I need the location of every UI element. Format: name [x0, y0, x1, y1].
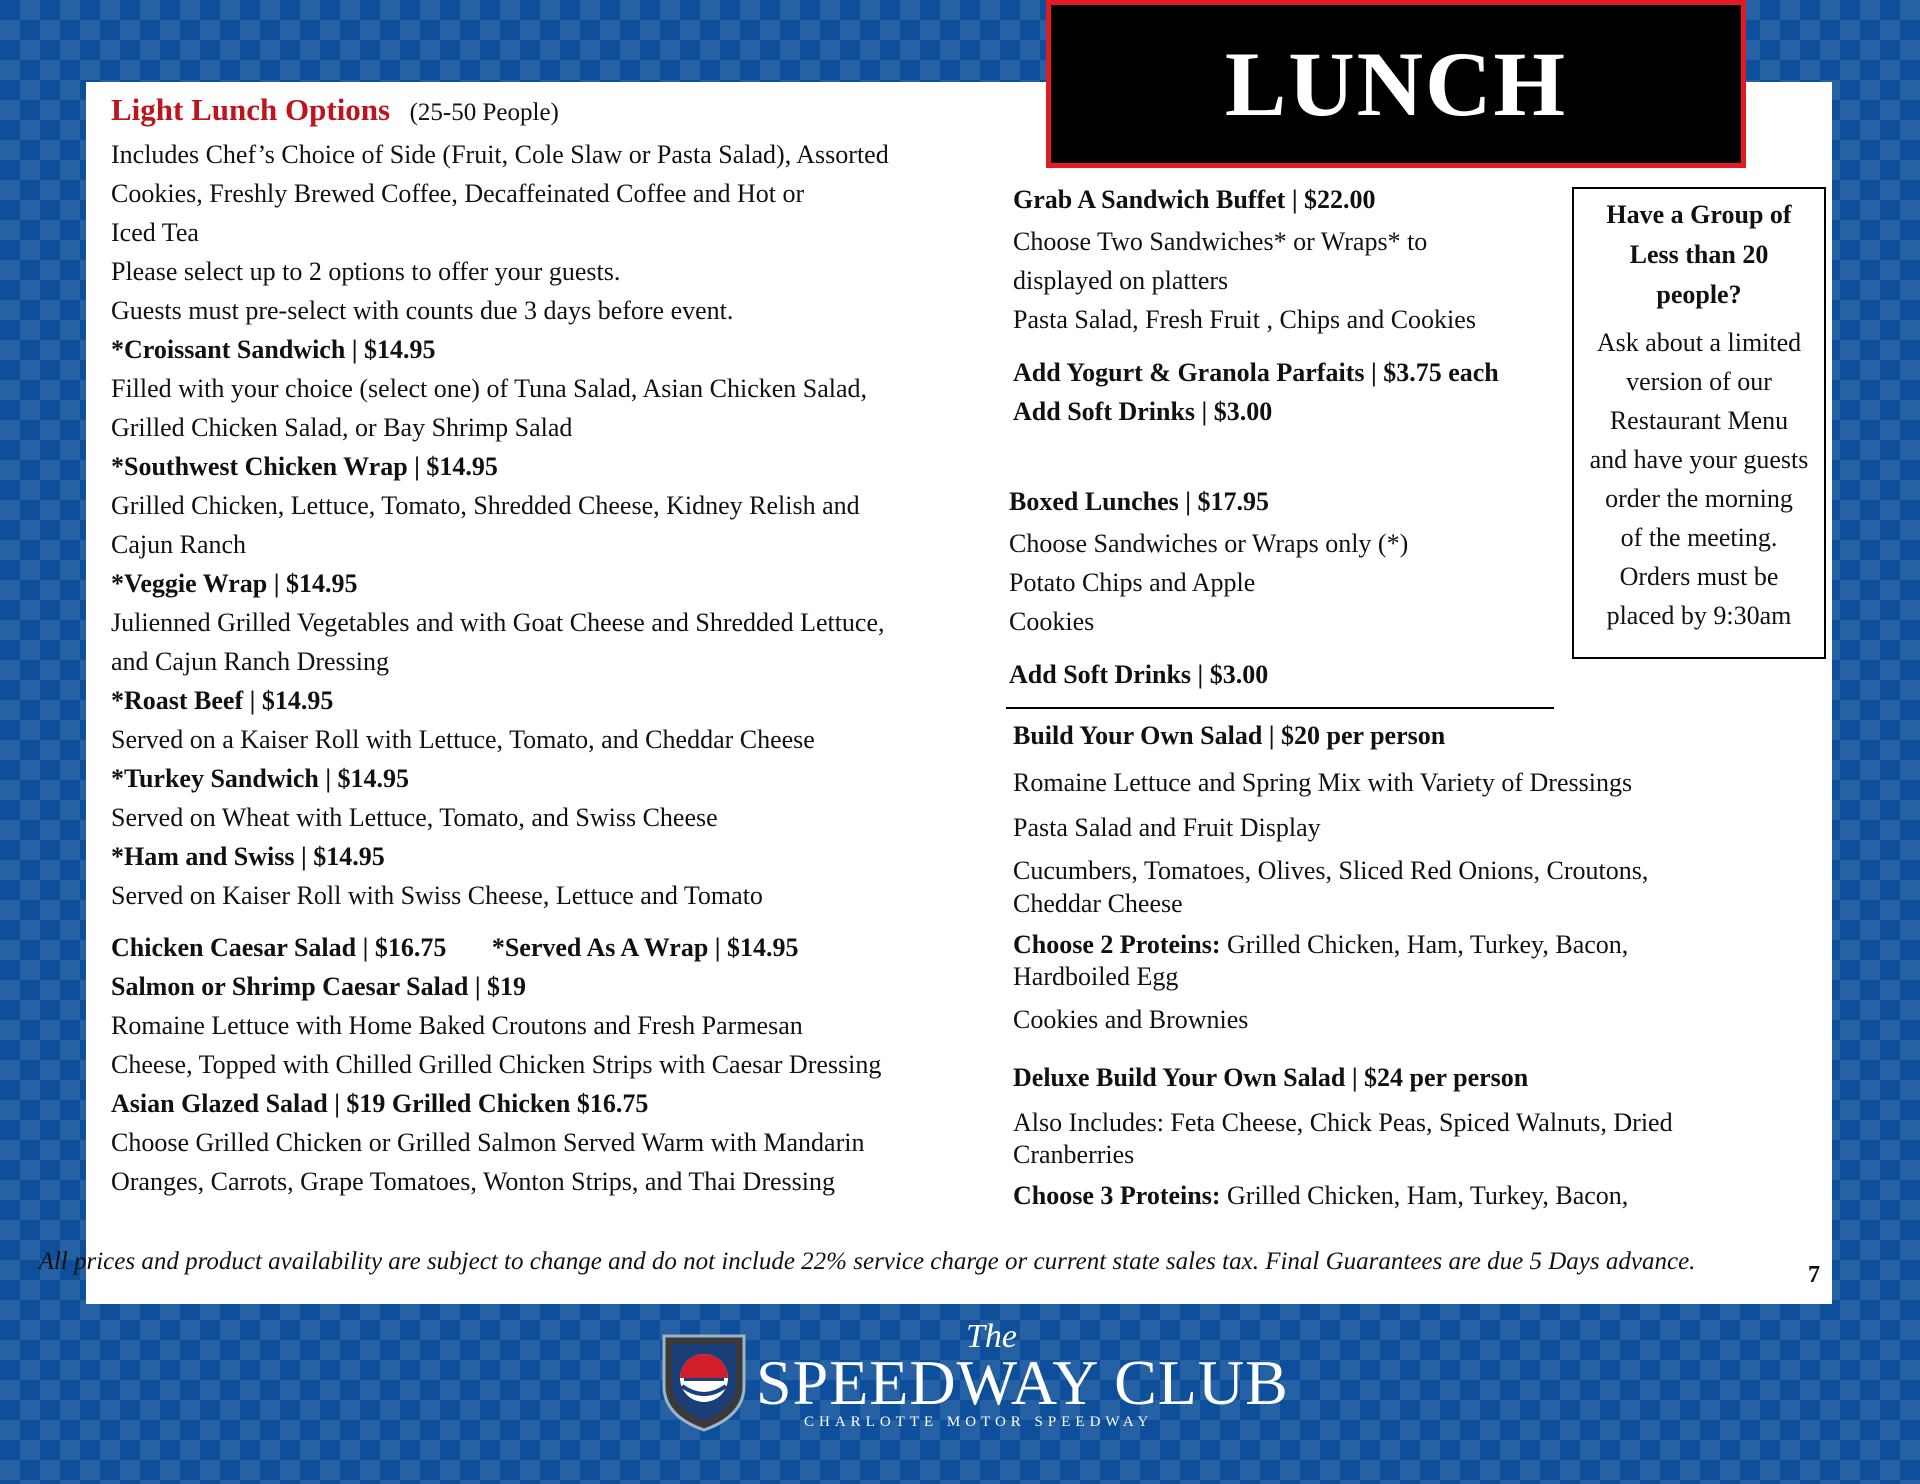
callout-body-line: and have your guests — [1589, 445, 1809, 474]
callout-body-line: Ask about a limited — [1596, 328, 1802, 357]
menu-item-desc: Choose Grilled Chicken or Grilled Salmon Served Warm with Mandarin — [111, 1128, 865, 1157]
deluxe-salad-heading: Deluxe Build Your Own Salad | $24 per person — [1013, 1063, 1529, 1092]
menu-item-desc: Served on Kaiser Roll with Swiss Cheese, Lettuce and Tomato — [111, 881, 763, 910]
build-salad-section — [1013, 714, 1648, 1040]
menu-item-name: *Veggie Wrap | $14.95 — [111, 569, 358, 598]
build-salad-heading: Build Your Own Salad | $20 per person — [1013, 721, 1446, 750]
menu-item-name: *Ham and Swiss | $14.95 — [111, 842, 385, 871]
deluxe-salad-section — [1013, 1056, 1673, 1214]
intro-line: Please select up to 2 options to offer your guests. — [111, 257, 621, 286]
buffet-line: displayed on platters — [1013, 266, 1229, 295]
proteins-label: Choose 2 Proteins: — [1013, 930, 1221, 959]
menu-item-name: *Croissant Sandwich | $14.95 — [111, 335, 436, 364]
callout-body-line: order the morning — [1605, 484, 1793, 513]
lunch-title-box — [1046, 0, 1746, 168]
buffet-line: Pasta Salad, Fresh Fruit , Chips and Cookies — [1013, 305, 1476, 334]
salad-line: Cookies and Brownies — [1013, 1005, 1249, 1034]
addon-soft-drinks: Add Soft Drinks | $3.00 — [1013, 397, 1273, 426]
callout-body-line: version of our — [1626, 367, 1772, 396]
menu-item-name: *Southwest Chicken Wrap | $14.95 — [111, 452, 498, 481]
menu-item-desc: Romaine Lettuce with Home Baked Croutons and Fresh Parmesan — [111, 1011, 803, 1040]
buffet-line: Choose Two Sandwiches* or Wraps* to — [1013, 227, 1428, 256]
light-lunch-capacity: (25-50 People) — [409, 99, 559, 126]
pricing-disclaimer: All prices and product availability are subject to change and do not include 22% service charge or current state sales tax. Final Guarantees are due 5 Days advance. — [38, 1248, 1696, 1275]
menu-item-desc: Cajun Ranch — [111, 530, 247, 559]
salmon-salad-name: Salmon or Shrimp Caesar Salad | $19 — [111, 972, 527, 1001]
callout-body-line: placed by 9:30am — [1606, 601, 1792, 630]
boxed-lunch-section — [1009, 480, 1408, 694]
sandwich-buffet-heading: Grab A Sandwich Buffet | $22.00 — [1013, 185, 1376, 214]
deluxe-line: Cranberries — [1013, 1140, 1135, 1169]
callout-body-line: of the meeting. — [1620, 523, 1778, 552]
callout-heading-line: Have a Group of — [1606, 200, 1792, 229]
sandwich-buffet-section — [1013, 178, 1499, 431]
section-divider — [1006, 707, 1554, 709]
deluxe-proteins-list: Grilled Chicken, Ham, Turkey, Bacon, — [1220, 1181, 1629, 1210]
boxed-line: Potato Chips and Apple — [1009, 568, 1256, 597]
small-group-callout — [1572, 187, 1826, 659]
salad-line: Cucumbers, Tomatoes, Olives, Sliced Red Onions, Croutons, — [1013, 856, 1649, 885]
callout-body-line: Restaurant Menu — [1609, 406, 1789, 435]
menu-item-desc: Cheese, Topped with Chilled Grilled Chicken Strips with Caesar Dressing — [111, 1050, 882, 1079]
logo-name-text: SPEEDWAY CLUB — [756, 1347, 1289, 1418]
menu-item-desc: Oranges, Carrots, Grape Tomatoes, Wonton Strips, and Thai Dressing — [111, 1167, 835, 1196]
callout-body-line: Orders must be — [1619, 562, 1779, 591]
proteins-list-cont: Hardboiled Egg — [1013, 962, 1179, 991]
shield-logo-icon — [660, 1328, 748, 1432]
intro-line: Cookies, Freshly Brewed Coffee, Decaffeinated Coffee and Hot or — [111, 179, 805, 208]
salad-line: Cheddar Cheese — [1013, 889, 1183, 918]
menu-item-name: *Turkey Sandwich | $14.95 — [111, 764, 410, 793]
page-number: 7 — [1808, 1262, 1820, 1288]
intro-line: Iced Tea — [111, 218, 199, 247]
menu-item-desc: Julienned Grilled Vegetables and with Goat Cheese and Shredded Lettuce, — [111, 608, 885, 637]
menu-item-desc: Grilled Chicken Salad, or Bay Shrimp Salad — [111, 413, 573, 442]
menu-item-desc: and Cajun Ranch Dressing — [111, 647, 390, 676]
deluxe-proteins-label: Choose 3 Proteins: — [1013, 1181, 1221, 1210]
light-lunch-heading: Light Lunch Options — [111, 92, 391, 127]
logo-subtitle-text: CHARLOTTE MOTOR SPEEDWAY — [804, 1414, 1154, 1430]
intro-line: Guests must pre-select with counts due 3 days before event. — [111, 296, 734, 325]
menu-item-name: *Roast Beef | $14.95 — [111, 686, 334, 715]
callout-heading-line: people? — [1656, 280, 1742, 309]
salad-line: Pasta Salad and Fruit Display — [1013, 813, 1321, 842]
salad-line: Romaine Lettuce and Spring Mix with Variety of Dressings — [1013, 768, 1633, 797]
caesar-wrap-name: *Served As A Wrap | $14.95 — [491, 933, 799, 962]
menu-item-desc: Filled with your choice (select one) of Tuna Salad, Asian Chicken Salad, — [111, 374, 868, 403]
callout-heading-line: Less than 20 — [1629, 240, 1769, 269]
menu-item-desc: Grilled Chicken, Lettuce, Tomato, Shredded Cheese, Kidney Relish and — [111, 491, 860, 520]
light-lunch-section — [111, 88, 971, 1201]
speedway-club-logo — [660, 1318, 1289, 1438]
proteins-list: Grilled Chicken, Ham, Turkey, Bacon, — [1220, 930, 1629, 959]
caesar-salad-name: Chicken Caesar Salad | $16.75 — [111, 933, 447, 962]
boxed-line: Choose Sandwiches or Wraps only (*) — [1009, 529, 1409, 558]
menu-item-desc: Served on a Kaiser Roll with Lettuce, Tomato, and Cheddar Cheese — [111, 725, 815, 754]
logo-the-text: The — [966, 1318, 1017, 1355]
page-title: LUNCH — [1224, 33, 1568, 135]
intro-line: Includes Chef’s Choice of Side (Fruit, Cole Slaw or Pasta Salad), Assorted — [111, 140, 889, 169]
boxed-lunch-heading: Boxed Lunches | $17.95 — [1009, 487, 1269, 516]
deluxe-line: Also Includes: Feta Cheese, Chick Peas, Spiced Walnuts, Dried — [1013, 1108, 1673, 1137]
addon-parfaits: Add Yogurt & Granola Parfaits | $3.75 each — [1013, 358, 1499, 387]
asian-salad-name: Asian Glazed Salad | $19 Grilled Chicken $16.75 — [111, 1089, 649, 1118]
boxed-addon-soft-drinks: Add Soft Drinks | $3.00 — [1009, 660, 1269, 689]
menu-item-desc: Served on Wheat with Lettuce, Tomato, and Swiss Cheese — [111, 803, 718, 832]
boxed-line: Cookies — [1009, 607, 1095, 636]
